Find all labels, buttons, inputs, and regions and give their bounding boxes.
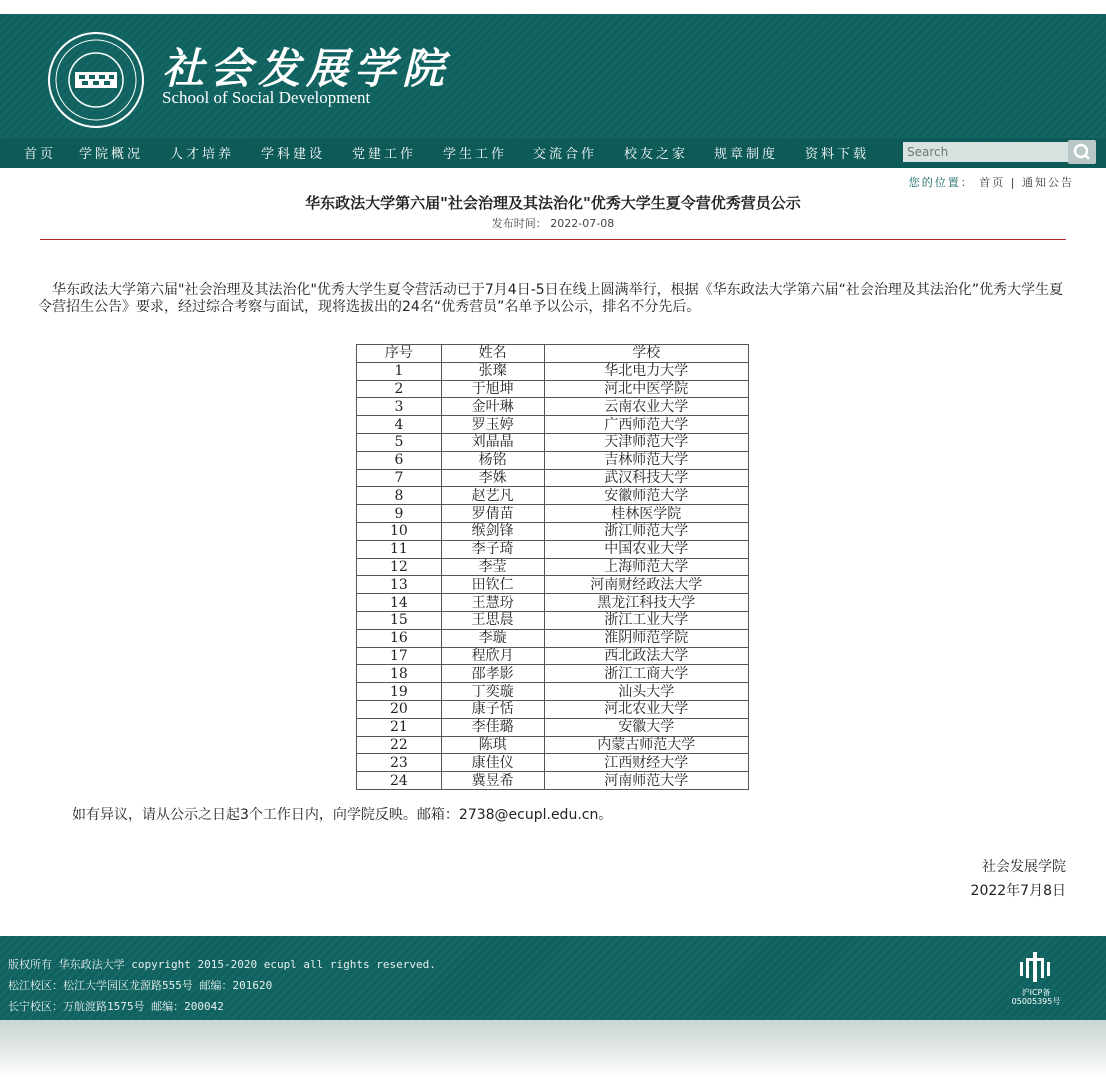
cell-school: 浙江工商大学 xyxy=(544,665,748,683)
cell-index: 10 xyxy=(357,522,442,540)
cell-index: 1 xyxy=(357,362,442,380)
cell-school: 浙江工业大学 xyxy=(544,611,748,629)
table-row xyxy=(357,416,749,434)
table-header-row xyxy=(357,345,749,363)
winners-table xyxy=(356,344,749,790)
cell-name: 邵孝影 xyxy=(441,665,544,683)
cell-name: 田钦仁 xyxy=(441,576,544,594)
cell-school: 桂林医学院 xyxy=(544,505,748,523)
cell-school: 华北电力大学 xyxy=(544,362,748,380)
table-row xyxy=(357,647,749,665)
cell-school: 汕头大学 xyxy=(544,683,748,701)
icp-badge-icon[interactable] xyxy=(1018,952,1052,982)
cell-index: 9 xyxy=(357,505,442,523)
cell-name: 王慧玢 xyxy=(441,594,544,612)
breadcrumb-home[interactable]: 首页 xyxy=(979,176,1006,189)
cell-school: 浙江师范大学 xyxy=(544,522,748,540)
table-row xyxy=(357,611,749,629)
cell-school: 淮阴师范学院 xyxy=(544,629,748,647)
table-row xyxy=(357,522,749,540)
cell-name: 康佳仪 xyxy=(441,754,544,772)
breadcrumb-separator: | xyxy=(1010,176,1017,189)
table-row xyxy=(357,700,749,718)
cell-school: 河南财经政法大学 xyxy=(544,576,748,594)
table-row xyxy=(357,576,749,594)
table-row xyxy=(357,718,749,736)
cell-school: 江西财经大学 xyxy=(544,754,748,772)
objection-note: 如有异议，请从公示之日起3个工作日内，向学院反映。邮箱：2738@ecupl.edu.cn。 xyxy=(72,807,613,823)
cell-name: 李璇 xyxy=(441,629,544,647)
cell-index: 7 xyxy=(357,469,442,487)
breadcrumb-label: 您的位置： xyxy=(908,176,974,189)
cell-name: 丁奕璇 xyxy=(441,683,544,701)
cell-school: 黑龙江科技大学 xyxy=(544,594,748,612)
cell-index: 13 xyxy=(357,576,442,594)
cell-name: 张璨 xyxy=(441,362,544,380)
search-button[interactable] xyxy=(1068,140,1096,164)
nav-item-talent[interactable]: 人才培养 xyxy=(170,147,235,162)
cell-school: 河南师范大学 xyxy=(544,772,748,790)
table-row xyxy=(357,362,749,380)
cell-school: 西北政法大学 xyxy=(544,647,748,665)
cell-school: 安徽大学 xyxy=(544,718,748,736)
breadcrumb xyxy=(909,174,1074,190)
school-name-cn[interactable]: 社会发展学院 xyxy=(162,44,451,93)
table-row xyxy=(357,629,749,647)
cell-name: 缑剑锋 xyxy=(441,522,544,540)
cell-index: 2 xyxy=(357,380,442,398)
cell-school: 内蒙古师范大学 xyxy=(544,736,748,754)
table-row xyxy=(357,665,749,683)
cell-index: 17 xyxy=(357,647,442,665)
cell-name: 刘晶晶 xyxy=(441,433,544,451)
footer-address-changning: 长宁校区：万航渡路1575号 邮编：200042 xyxy=(8,1000,224,1013)
cell-index: 11 xyxy=(357,540,442,558)
cell-index: 23 xyxy=(357,754,442,772)
cell-index: 12 xyxy=(357,558,442,576)
nav-item-rules[interactable]: 规章制度 xyxy=(714,147,779,162)
cell-index: 21 xyxy=(357,718,442,736)
cell-name: 李莹 xyxy=(441,558,544,576)
cell-name: 李姝 xyxy=(441,469,544,487)
search-input[interactable] xyxy=(903,142,1068,162)
nav-item-discipline[interactable]: 学科建设 xyxy=(261,147,326,162)
nav-item-downloads[interactable]: 资料下载 xyxy=(805,147,870,162)
table-row xyxy=(357,505,749,523)
article-title: 华东政法大学第六届"社会治理及其法治化"优秀大学生夏令营优秀营员公示 xyxy=(305,194,801,212)
table-row xyxy=(357,558,749,576)
breadcrumb-current[interactable]: 通知公告 xyxy=(1022,176,1074,189)
table-row xyxy=(357,540,749,558)
nav-item-exchange[interactable]: 交流合作 xyxy=(533,147,598,162)
cell-index: 4 xyxy=(357,416,442,434)
cell-school: 河北中医学院 xyxy=(544,380,748,398)
cell-name: 罗倩苗 xyxy=(441,505,544,523)
footer-address-songjiang: 松江校区：松江大学园区龙源路555号 邮编：201620 xyxy=(8,979,273,992)
bottom-fade xyxy=(0,1020,1106,1079)
cell-index: 5 xyxy=(357,433,442,451)
publish-time: 发布时间： 2022-07-08 xyxy=(491,217,615,230)
cell-name: 李子琦 xyxy=(441,540,544,558)
column-header-name: 姓名 xyxy=(441,345,544,363)
table-row xyxy=(357,487,749,505)
cell-index: 8 xyxy=(357,487,442,505)
cell-name: 罗玉婷 xyxy=(441,416,544,434)
cell-name: 康子恬 xyxy=(441,700,544,718)
cell-school: 安徽师范大学 xyxy=(544,487,748,505)
cell-school: 中国农业大学 xyxy=(544,540,748,558)
cell-index: 6 xyxy=(357,451,442,469)
nav-item-alumni[interactable]: 校友之家 xyxy=(624,147,689,162)
table-row xyxy=(357,683,749,701)
cell-school: 吉林师范大学 xyxy=(544,451,748,469)
cell-name: 李佳璐 xyxy=(441,718,544,736)
table-row xyxy=(357,451,749,469)
cell-index: 18 xyxy=(357,665,442,683)
school-name-en[interactable]: School of Social Development xyxy=(162,88,371,107)
cell-name: 冀昱希 xyxy=(441,772,544,790)
table-row xyxy=(357,754,749,772)
nav-item-party[interactable]: 党建工作 xyxy=(352,147,417,162)
cell-name: 于旭坤 xyxy=(441,380,544,398)
nav-item-overview[interactable]: 学院概况 xyxy=(79,147,144,162)
cell-index: 20 xyxy=(357,700,442,718)
cell-school: 广西师范大学 xyxy=(544,416,748,434)
cell-name: 金叶琳 xyxy=(441,398,544,416)
nav-item-students[interactable]: 学生工作 xyxy=(443,147,508,162)
cell-name: 杨铭 xyxy=(441,451,544,469)
icp-number[interactable]: 沪ICP备05005395号 xyxy=(1011,988,1061,1006)
school-seal-icon[interactable] xyxy=(46,30,146,130)
cell-school: 上海师范大学 xyxy=(544,558,748,576)
cell-school: 河北农业大学 xyxy=(544,700,748,718)
site-header xyxy=(0,14,1106,138)
cell-name: 程欣月 xyxy=(441,647,544,665)
cell-index: 15 xyxy=(357,611,442,629)
title-divider xyxy=(40,239,1066,240)
cell-school: 天津师范大学 xyxy=(544,433,748,451)
column-header-index: 序号 xyxy=(357,345,442,363)
cell-index: 14 xyxy=(357,594,442,612)
cell-school: 武汉科技大学 xyxy=(544,469,748,487)
column-header-school: 学校 xyxy=(544,345,748,363)
winners-table-body xyxy=(357,362,749,789)
site-footer xyxy=(0,936,1106,1020)
table-row xyxy=(357,433,749,451)
cell-school: 云南农业大学 xyxy=(544,398,748,416)
table-row xyxy=(357,398,749,416)
footer-copyright: 版权所有 华东政法大学 copyright 2015-2020 ecupl all rights reserved. xyxy=(8,958,436,971)
table-row xyxy=(357,594,749,612)
cell-index: 22 xyxy=(357,736,442,754)
cell-index: 24 xyxy=(357,772,442,790)
nav-item-home[interactable]: 首页 xyxy=(24,147,57,162)
table-row xyxy=(357,469,749,487)
table-row xyxy=(357,380,749,398)
cell-name: 王思晨 xyxy=(441,611,544,629)
cell-index: 19 xyxy=(357,683,442,701)
cell-name: 赵艺凡 xyxy=(441,487,544,505)
cell-index: 3 xyxy=(357,398,442,416)
signature-date: 2022年7月8日 xyxy=(970,883,1066,899)
cell-name: 陈琪 xyxy=(441,736,544,754)
table-row xyxy=(357,772,749,790)
table-row xyxy=(357,736,749,754)
article-intro: 华东政法大学第六届"社会治理及其法治化"优秀大学生夏令营活动已于7月4日-5日在线上圆满举行，根据《华东政法大学第六届“社会治理及其法治化”优秀大学生夏令营招生公告》要求，经过综合考察与面试，现将选拔出的24名“优秀营员”名单予以公示，排名不分先后。 xyxy=(38,282,1064,315)
search-icon xyxy=(1068,140,1096,164)
signature-org: 社会发展学院 xyxy=(982,859,1066,875)
cell-index: 16 xyxy=(357,629,442,647)
